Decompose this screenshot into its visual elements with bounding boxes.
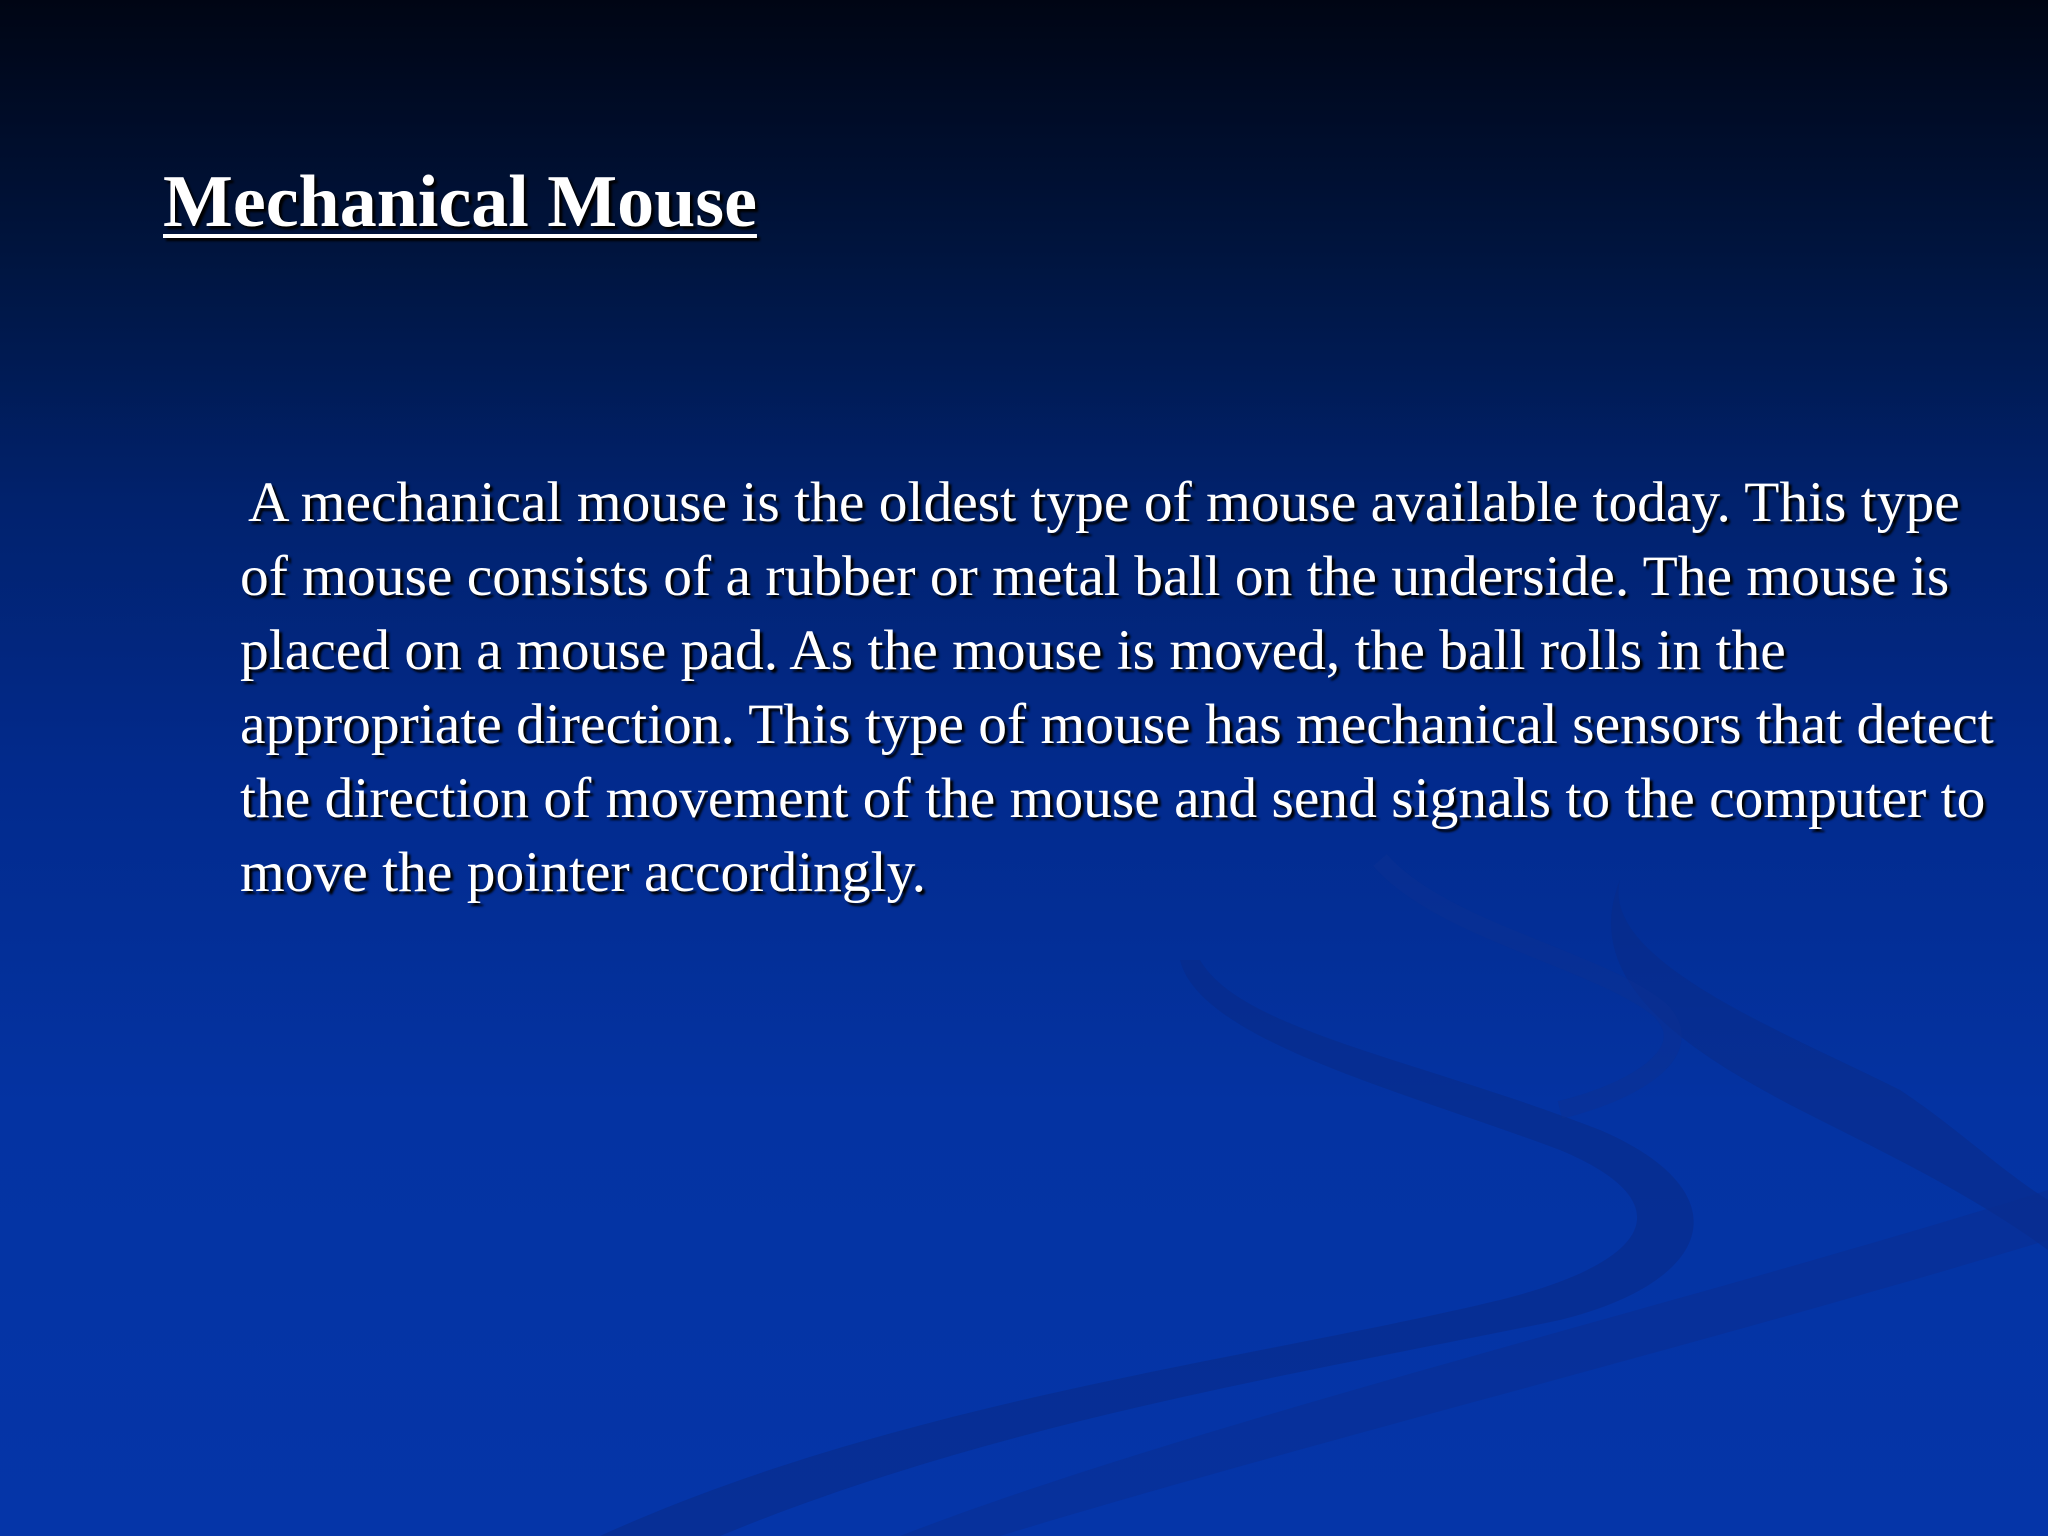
swoosh-band-lower bbox=[900, 1190, 2048, 1536]
slide-body-text: A mechanical mouse is the oldest type of mouse available today. This type of mouse consists of a rubber or metal ball on the underside. The mouse is placed on a mouse pad. As the mouse is moved, the ball rolls in the appropriate direction. This type of mouse has mechanical sensors that detect the direction of movement of the mouse and send signals to the computer to move the pointer accordingly. bbox=[240, 471, 1994, 904]
swoosh-curve-upper bbox=[600, 960, 1694, 1536]
swoosh-curve-right bbox=[1611, 880, 2048, 1250]
slide-title: Mechanical Mouse bbox=[163, 161, 757, 243]
